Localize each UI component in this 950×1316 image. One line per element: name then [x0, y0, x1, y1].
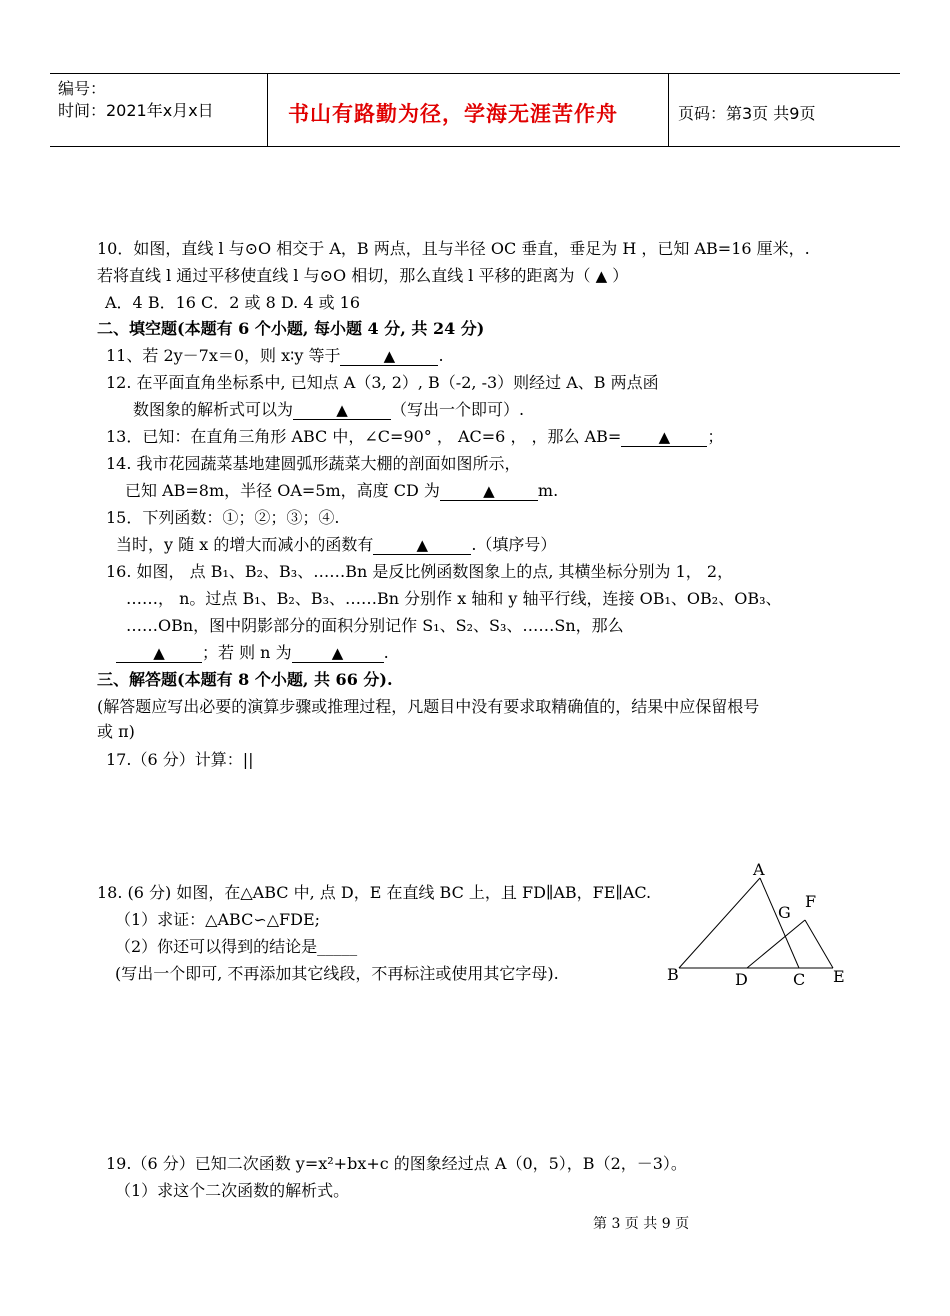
q18-line2: （1）求证：△ABC∽△FDE;: [115, 910, 321, 929]
segment-ba: [679, 878, 760, 968]
q16-line3: ……OBn，图中阴影部分的面积分别记作 S₁、S₂、S₃、……Sn，那么: [126, 616, 624, 635]
q10-options: A．4 B．16 C．2 或 8 D. 4 或 16: [105, 293, 361, 312]
label-c: C: [793, 970, 806, 989]
label-a: A: [753, 860, 765, 879]
serial-label: 编号：: [58, 79, 107, 98]
answer-triangle: ▲: [383, 347, 396, 365]
q12-line2: 数图象的解析式可以为 ▲ （写出一个即可）.: [133, 400, 525, 419]
label-b: B: [667, 965, 679, 984]
q17: 17.（6 分）计算：||: [106, 750, 254, 769]
header-motto: 书山有路勤为径，学海无涯苦作舟: [288, 102, 618, 126]
q14-answer-blank[interactable]: [440, 482, 538, 501]
page-footer: 第 3 页 共 9 页: [593, 1216, 690, 1232]
answer-triangle: ▲: [416, 536, 429, 554]
q18-line4: (写出一个即可, 不再添加其它线段，不再标注或使用其它字母).: [115, 964, 559, 983]
section3-title: 三、解答题(本题有 8 个小题, 共 66 分).: [97, 670, 393, 689]
q16-answer-blank-2[interactable]: [292, 644, 384, 663]
segment-ac: [760, 878, 799, 968]
header-top-rule: [50, 73, 900, 74]
header-divider-left: [267, 74, 268, 146]
q16-line2: ……， n。过点 B₁、B₂、B₃、……Bn 分别作 x 轴和 y 轴平行线，连接 OB₁、OB₂、OB₃、: [126, 589, 782, 608]
answer-triangle: ▲: [336, 401, 348, 419]
q12-answer-blank[interactable]: [293, 401, 391, 420]
label-d: D: [735, 970, 748, 989]
q13: 13．已知：在直角三角形 ABC 中，∠C=90° ， AC=6 ， ，那么 AB= ▲ ；: [106, 427, 724, 446]
q15-answer-blank[interactable]: [373, 536, 471, 555]
answer-triangle: ▲: [331, 644, 344, 662]
q19-line1: 19.（6 分）已知二次函数 y=x²+bx+c 的图象经过点 A（0，5），B（2，－3）。: [106, 1154, 687, 1173]
q10-line1: 10．如图，直线 l 与⊙O 相交于 A，B 两点，且与半径 OC 垂直，垂足为 H ，已知 AB=16 厘米，.: [97, 239, 810, 258]
q11: 11、若 2y－7x＝0，则 x∶y 等于 ▲ .: [106, 346, 444, 365]
segment-fe: [805, 920, 833, 968]
label-g: G: [778, 903, 791, 922]
answer-triangle: ▲: [595, 267, 608, 285]
q19-line2: （1）求这个二次函数的解析式。: [115, 1181, 350, 1200]
q16-line4: ▲ ；若 则 n 为 ▲ .: [116, 640, 389, 666]
q14-line1: 14. 我市花园蔬菜基地建圆弧形蔬菜大棚的剖面如图所示，: [106, 454, 521, 473]
answer-triangle: ▲: [483, 482, 495, 500]
q16-line1: 16. 如图， 点 B₁、B₂、B₃、……Bn 是反比例函数图象上的点, 其横坐标分别为 1， 2，: [106, 562, 734, 581]
answer-triangle: ▲: [153, 644, 165, 662]
q15-line1: 15．下列函数：①；②；③；④.: [106, 508, 340, 527]
q11-answer-blank[interactable]: [340, 347, 438, 366]
triangle-figure: [650, 850, 860, 1000]
section3-note-line1: (解答题应写出必要的演算步骤或推理过程，凡题目中没有要求取精确值的，结果中应保留根号: [97, 697, 760, 716]
header-divider-right: [668, 74, 669, 146]
q10-line2: 若将直线 l 通过平移使直线 l 与⊙O 相切，那么直线 l 平移的距离为（ ▲ ）: [97, 266, 629, 285]
q15-line2: 当时，y 随 x 的增大而减小的函数有 ▲ .（填序号）: [116, 535, 557, 554]
q14-line2: 已知 AB=8m，半径 OA=5m，高度 CD 为 ▲ m.: [125, 481, 559, 500]
q16-answer-blank-1[interactable]: [116, 644, 202, 663]
answer-triangle: ▲: [658, 428, 671, 446]
q18-line1: 18. (6 分) 如图，在△ABC 中, 点 D，E 在直线 BC 上，且 FD∥AB，FE∥AC.: [97, 883, 652, 902]
label-e: E: [833, 967, 845, 986]
page-label: 页码：第3页 共9页: [678, 104, 816, 123]
section2-title: 二、填空题(本题有 6 个小题, 每小题 4 分, 共 24 分): [97, 319, 485, 338]
header-bottom-rule: [50, 146, 900, 147]
label-f: F: [805, 892, 817, 911]
time-label: 时间：2021年x月x日: [58, 101, 214, 120]
q13-answer-blank[interactable]: [621, 428, 707, 447]
q12-line1: 12. 在平面直角坐标系中, 已知点 A（3, 2）, B（-2, -3）则经过 A、B 两点函: [106, 373, 659, 392]
q18-line3: （2）你还可以得到的结论是_____: [115, 937, 358, 956]
section3-note-line2: 或 π): [97, 722, 135, 741]
